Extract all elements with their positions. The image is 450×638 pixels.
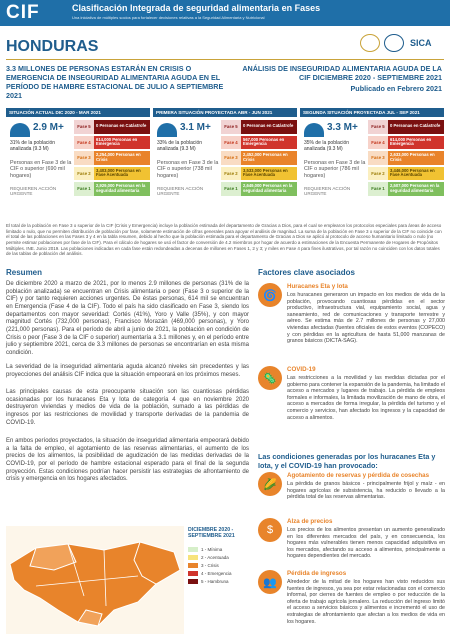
phase-value: 2,452,000 Personas en Crisis	[241, 151, 297, 165]
factor-title-hurricanes: Huracanes Eta y Iota	[287, 283, 348, 290]
phase-row	[221, 120, 297, 134]
phase-value: 567,000 Personas en Emergencia	[241, 136, 297, 150]
phase-row	[221, 151, 297, 165]
phase-value: 2,633,000 Personas en Crisis	[388, 151, 444, 165]
conditions-heading: Las condiciones generadas por los huracanes Eta y Iota, y el COVID-19 han provocado:	[258, 452, 436, 470]
panel-header: SITUACIÓN ACTUAL DIC 2020 - MAR 2021	[6, 108, 150, 117]
header-title: Clasificación Integrada de seguridad alimentaria en Fases	[72, 3, 321, 13]
people-icon: 👥	[258, 570, 282, 594]
panel-total: 3.1 M+	[180, 122, 211, 133]
gauge-icon	[157, 123, 177, 137]
phase-label: Fase 2	[221, 167, 241, 181]
cif-logo: CIF	[6, 2, 40, 23]
panel-total: 3.3 M+	[327, 122, 358, 133]
header-bar	[0, 0, 450, 26]
phase-label: Fase 5	[74, 120, 94, 134]
phase-label: Fase 5	[368, 120, 388, 134]
gauge-icon	[304, 123, 324, 137]
phase-label: Fase 4	[74, 136, 94, 150]
phase-value: 2,649,000 Personas en la seguridad alimentaria	[241, 182, 297, 196]
phase-label: Fase 5	[221, 120, 241, 134]
phase-value: 614,000 Personas en Emergencia	[94, 136, 150, 150]
panel-action: REQUIEREN ACCIÓN URGENTE	[10, 186, 57, 196]
virus-icon: 🦠	[258, 366, 282, 390]
condition-title-income: Pérdida de ingresos	[287, 570, 347, 577]
legend-label: 3 - Crisis	[201, 562, 219, 568]
legend-label: 5 - Hambruna	[201, 578, 229, 584]
phase-row	[368, 120, 444, 134]
factors-heading: Factores clave asociados	[258, 268, 355, 277]
factor-text-hurricanes: Los huracanes generaron un impacto en los medios de vida de la población, provocando cuantiosas pérdidas en el sector productivo, infraestructura vial, equipamiento social, agua y saneamiento, red de comunicaciones y transporte terrestre y aéreo. Se estima más de 2.7 millones de personas y 27,000 viviendas afectadas (fuentes oficiales de estos eventos (COPECO) y con pérdidas en la agricultura de hasta 51,000 manzanas de granos básicos (DICTA-SAG).	[287, 292, 445, 345]
phase-label: Fase 3	[221, 151, 241, 165]
phase-row	[74, 182, 150, 196]
phase-label: Fase 2	[368, 167, 388, 181]
phase-row	[368, 167, 444, 181]
legend-label: 4 - Emergencia	[201, 570, 232, 576]
header-subtitle: Una iniciativa de múltiples socios para fortalecer decisiones relativas a la Seguridad Alimentaria y Nutricional	[72, 15, 265, 20]
price-icon: $	[258, 518, 282, 542]
phase-value: 2,929,000 Personas en la seguridad alimentaria	[94, 182, 150, 196]
legend-item	[188, 569, 248, 577]
phase-value: 3,533,000 Personas en Fase Acentuada	[241, 167, 297, 181]
condition-title-harvest: Agotamiento de reservas y pérdida de cosechas	[287, 472, 430, 479]
panel-action: REQUIEREN ACCIÓN URGENTE	[304, 186, 351, 196]
partner-seal-icon	[384, 34, 404, 52]
divider	[6, 59, 444, 60]
factor-title-covid: COVID-19	[287, 366, 316, 373]
gauge-icon	[10, 123, 30, 137]
legend-swatch	[188, 563, 198, 568]
summary-paragraph-4: En ambos períodos proyectados, la situación de inseguridad alimentaria empeorará debido a la falta de empleo, el agotamiento de las reservas alimentarias, el aumento de los precios de los alimentos, la posibilidad de agudización de las medidas derivadas de la COVID-19, por el período de hambre estacional esperado para el final de la segunda proyección. Estas condiciones podrían hacer persistir las estrategias de afrontamiento de crisis y emergencia en los hogares afectados.	[6, 438, 249, 483]
phase-row	[221, 136, 297, 150]
corn-icon: 🌽	[258, 472, 282, 496]
phase-row	[221, 182, 297, 196]
sica-logo: SICA	[410, 38, 432, 48]
phase-label: Fase 1	[74, 182, 94, 196]
phase-value: 0 Personas en Catástrofe	[94, 120, 150, 134]
situation-panel	[300, 108, 444, 220]
map-shape	[6, 526, 184, 634]
phase-label: Fase 4	[368, 136, 388, 150]
legend-swatch	[188, 571, 198, 576]
analysis-text: ANÁLISIS DE INSEGURIDAD ALIMENTARIA AGUDA DE LA CIF DICIEMBRE 2020 - SEPTIEMBRE 2021	[242, 64, 442, 82]
hurricane-icon: 🌀	[258, 283, 282, 307]
map-legend-title: DICIEMBRE 2020 - SEPTIEMBRE 2021	[188, 527, 235, 539]
summary-paragraph-2: La severidad de la inseguridad alimentaria aguda alcanzó niveles sin precedentes y las proyecciones del análisis CIF indica que la situación empeorará en los próximos meses.	[6, 364, 249, 378]
phase-row	[74, 167, 150, 181]
phase-value: 2,254,000 Personas en Crisis	[94, 151, 150, 165]
phase-row	[368, 182, 444, 196]
legend-item	[188, 577, 248, 585]
phase-table	[221, 120, 297, 198]
panel-people: Personas en Fase 3 de la CIF o superior (690 mil hogares)	[10, 160, 72, 179]
legend-item	[188, 561, 248, 569]
panel-percent: 31% de la población analizada (9.3 M)	[10, 140, 56, 152]
phase-row	[368, 136, 444, 150]
condition-title-prices: Alza de precios	[287, 518, 333, 525]
phase-value: 614,000 Personas en Emergencia	[388, 136, 444, 150]
summary-paragraph-1: De diciembre 2020 a marzo de 2021, por lo menos 2.9 millones de personas (31% de la población analizada) se encuentran en Crisis alimentaria o peor (Fase 3 o superior de la CIF) y por tanto requieren acciones urgentes. De éstas personas, 614 mil se encuentran en Emergencia (Fase 4 de la CIF). Todo el país ha sido clasificado en Fase 3, siendo los departamentos con mayor severidad: Cortés (41%), Yoro y Valle (35%), y con mayor magnitud Cortés (732,000 personas), Francisco Morazán (469,000 personas), y Yoro (221,000 personas). Para el período de abril a junio de 2021, la población en condición de Crisis o peor (Fase 3 de la CIF o superior) aumentaría a 3.1 millones y, en el período entre julio y septiembre 2021, cerca de 3.3 millones de personas se encontrarían en esta misma condición.	[6, 281, 249, 357]
phase-value: 2,507,000 Personas en la seguridad alimentaria	[388, 182, 444, 196]
panel-total: 2.9 M+	[33, 122, 64, 133]
legend-label: 1 - Mínima	[201, 546, 223, 552]
legend-item	[188, 545, 248, 553]
situation-panel	[153, 108, 297, 220]
honduras-map	[6, 526, 184, 634]
phase-value: 0 Personas en Catástrofe	[241, 120, 297, 134]
situation-panel	[6, 108, 150, 220]
condition-text-prices: Los precios de los alimentos presentan un aumento generalizado en los diferentes mercados del país, y en consecuencia, los hogares más vulnerables tienen menos capacidad adquisitiva en los mercados, afectando su acceso a alimentos, principalmente a hogares dependientes del mercado.	[287, 527, 445, 560]
phase-table	[74, 120, 150, 198]
legend-swatch	[188, 547, 198, 552]
phase-label: Fase 1	[368, 182, 388, 196]
phase-label: Fase 3	[74, 151, 94, 165]
phase-row	[74, 136, 150, 150]
phase-row	[368, 151, 444, 165]
phase-label: Fase 2	[74, 167, 94, 181]
condition-text-harvest: La pérdida de granos básicos - principalmente frijol y maíz - en hogares agrícolas de subsistencia, ha reducido o llevado a la pérdida total de las reservas alimentarias.	[287, 481, 445, 501]
summary-heading: Resumen	[6, 268, 43, 277]
phase-label: Fase 3	[368, 151, 388, 165]
legend-label: 2 - Acentuada	[201, 554, 229, 560]
phase-label: Fase 4	[221, 136, 241, 150]
headline: 3.3 MILLONES DE PERSONAS ESTARÁN EN CRISIS O EMERGENCIA DE INSEGURIDAD ALIMENTARIA AGUDA EN EL PERÍODO DE HAMBRE ESTACIONAL DE JULIO A SEPTIEMBRE 2021	[6, 64, 224, 100]
phase-value: 3,446,000 Personas en Fase Acentuada	[388, 167, 444, 181]
panel-people: Personas en Fase 3 de la CIF o superior (786 mil hogares)	[304, 160, 366, 179]
condition-text-income: Alrededor de la mitad de los hogares han visto reducidos sus fuentes de ingresos, ya sea por estar relacionadas con el comercio informal, por cierres de fuentes de empleo o por reducción de la oferta de trabajo agrícola jornalero. La reducción del ingreso limitó el acceso a servicios básicos y alimentos e incrementó el uso de estrategias de afrontamiento que afectan a los medios de vida en los hogares.	[287, 579, 445, 625]
footnote: El total de la población en Fase 3 o superior de la CIF (Crisis y Emergencia) incluye la población estimada del departamento de Gracias a Dios, para el cual se emplearon los protocolos especiales para áreas de acceso limitado o nulo, que no permiten distribución de población por fase, solamente estimación de cifras generales para apoyar el análisis de magnitud. La suma de la población en Fase 3 o superior de la CIF no coincide con el total de las poblaciones en las Fases 3 y 4 en la tabla resumen, debido al hecho que la población estimada para el departamento de Gracias a Dios se aplicó al protocolo de acceso humanitario limitado o nulo (no permite estimar poblaciones por fase de la CIF). Para el cálculo de hogares se usó el factor de conversión de 4.2 miembros por hogar de acuerdo a estimaciones de la Encuesta Permanente de Hogares de Propósitos Múltiples. INE. Junio 2019. Las poblaciones indicadas en cada fase están redondeadas a decenas de millones en Fases 1, 2 y 3; y miles en Fase 4 para fines ilustrativos, por tal razón no coinciden con los datos totales de las tablas de población del análisis.	[6, 223, 442, 257]
panel-action: REQUIEREN ACCIÓN URGENTE	[157, 186, 204, 196]
panel-header: PRIMERA SITUACIÓN PROYECTADA ABR - JUN 2021	[153, 108, 297, 117]
summary-paragraph-3: Las principales causas de esta preocupante situación son las cuantiosas pérdidas ocasionadas por los huracanes Eta y Iota de categoría 4 que en noviembre 2020 destruyeron viviendas y medios de vida de la población, sumado a las pérdidas de ingresos por las restricciones de movilidad y transporte derivadas de la pandemia de COVID-19.	[6, 389, 249, 426]
phase-row	[221, 167, 297, 181]
analysis-title	[242, 64, 442, 93]
panel-percent: 33% de la población analizada (9.3 M)	[157, 140, 203, 152]
country-title: HONDURAS	[6, 38, 99, 55]
phase-row	[74, 151, 150, 165]
legend-item	[188, 553, 248, 561]
panel-percent: 35% de la población analizada (9.3 M)	[304, 140, 350, 152]
phase-value: 3,403,000 Personas en Fase Acentuada	[94, 167, 150, 181]
phase-value: 0 Personas en Catástrofe	[388, 120, 444, 134]
legend-swatch	[188, 579, 198, 584]
panel-header: SEGUNDA SITUACIÓN PROYECTADA JUL - SEP 2021	[300, 108, 444, 117]
published-date: Publicado en Febrero 2021	[350, 84, 442, 93]
phase-table	[368, 120, 444, 198]
phase-row	[74, 120, 150, 134]
map-legend	[188, 545, 248, 585]
phase-label: Fase 1	[221, 182, 241, 196]
partner-logo-icon	[360, 34, 380, 52]
legend-swatch	[188, 555, 198, 560]
panel-people: Personas en Fase 3 de la CIF o superior (738 mil hogares)	[157, 160, 219, 179]
factor-text-covid: Las restricciones a la movilidad y las medidas dictadas por el gobierno para contener la expansión de la pandemia, ha limitado el acceso a mercados y lugares de trabajo. La pérdida de empleos formales e informales, la limitada movilización de mano de obra, el acceso a mercados de forma irregular, la pérdida del turismo y el comercio y servicios, han afectado los ingresos y la capacidad de acceso a alimentos.	[287, 375, 445, 421]
